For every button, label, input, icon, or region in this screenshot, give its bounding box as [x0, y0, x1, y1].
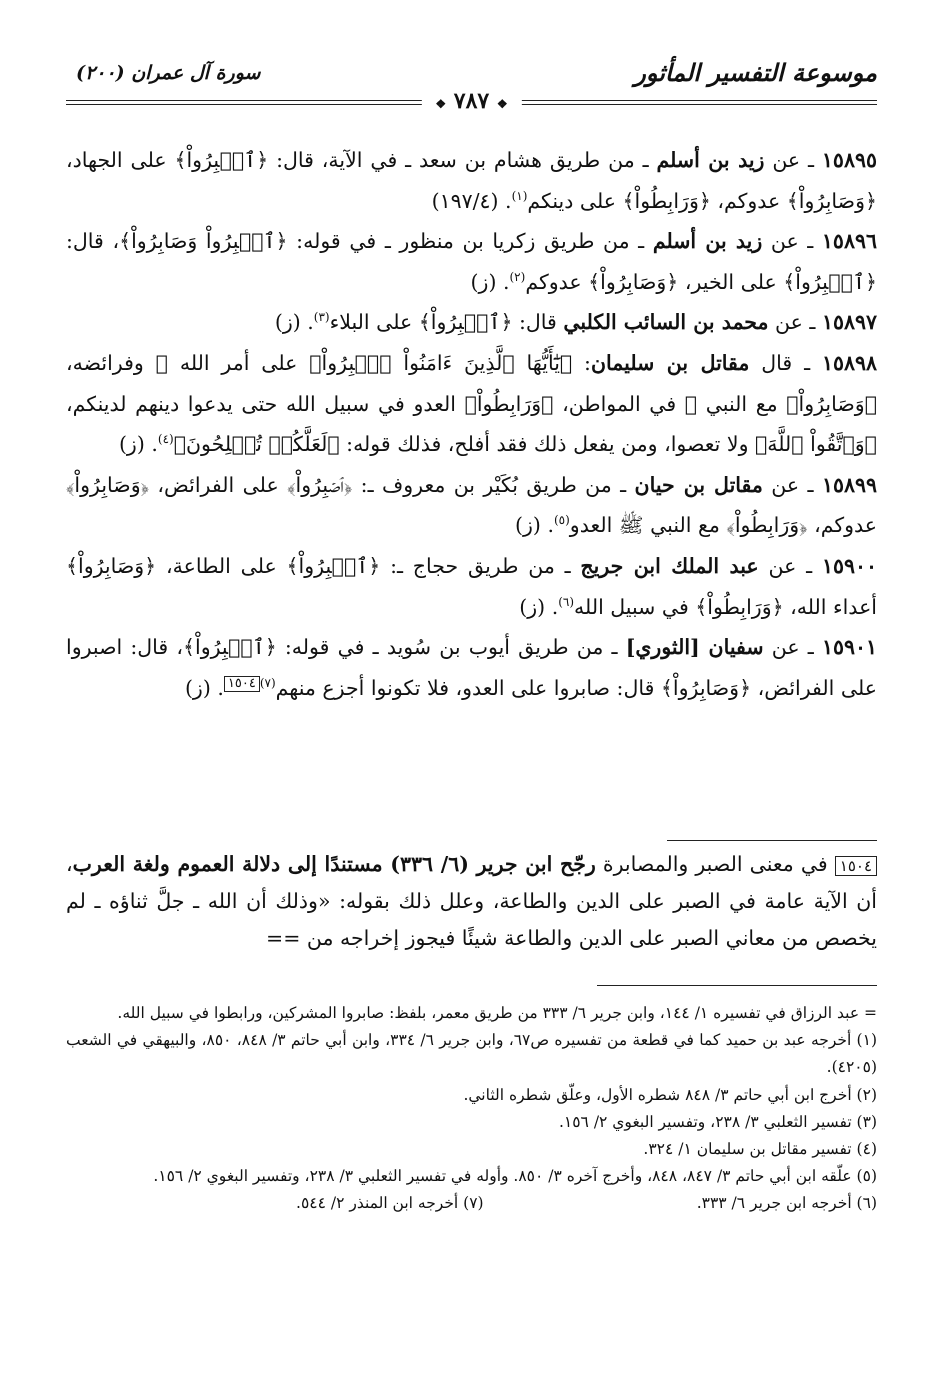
footnote-marker: (٥) — [553, 513, 570, 528]
narration-text: : ﴿يَٰٓأَيُّهَا ٱلَّذِينَ ءَامَنُواْ ٱصۡبِرُواْ﴾ على أمر الله ﷻ وفرائضه، ﴿وَصَابِرُواْ﴾ مع النبي ﷺ في المواطن، ﴿وَرَابِطُواْ﴾ العدو في سبيل الله حتى يدعوا دينهم لدينكم، ﴿وَٱتَّقُواْ ٱللَّهَ﴾ ولا تعصوا، ومن يفعل ذلك فقد أفلح، فذلك قوله: ﴿لَعَلَّكُمۡ تُفۡلِحُونَ﴾ — [66, 350, 877, 457]
narrator-name: زيد بن أسلم — [652, 229, 763, 254]
narration-number: ١٥٨٩٥ — [821, 148, 877, 172]
narrator-name: عبد الملك ابن جريج — [580, 553, 759, 578]
narration-text: ـ من طريق زكريا بن منظور ـ في قوله: ﴿ٱصۡبِرُواْ وَصَابِرُواْ﴾، قال: ﴿ٱصۡبِرُواْ﴾ على الخير، ﴿وَصَابِرُواْ﴾ عدوكم — [66, 229, 877, 294]
footnote-marker: (٦) — [558, 594, 575, 609]
narration-end: . (ز) — [519, 594, 559, 619]
narrator-name: سفيان [الثوري] — [625, 635, 764, 660]
page-number: ٧٨٧ — [453, 88, 490, 114]
footnote-2: (٢) أخرج ابن أبي حاتم ٣/ ٨٤٨ شطره الأول، وعلّق شطره الثاني. — [463, 1085, 877, 1104]
narration-text: ـ من طريق هشام بن سعد ـ في الآية، قال: ﴿ٱصۡبِرُواْ﴾ على الجهاد، ﴿وَصَابِرُواْ﴾ عدوكم، ﴿وَرَابِطُواْ﴾ على دينكم — [66, 148, 877, 213]
footnote-7: (٧) أخرجه ابن المنذر ٢/ ٥٤٤. — [296, 1194, 484, 1213]
footnotes — [66, 1000, 877, 1218]
footnote-3: (٣) تفسير الثعلبي ٣/ ٢٣٨، وتفسير البغوي ٢/ ١٥٦. — [558, 1112, 877, 1131]
book-title: موسوعة التفسير المأثور — [634, 58, 877, 87]
narrator-name: محمد بن السائب الكلبي — [563, 310, 769, 335]
footnote-marker: (٤) — [157, 432, 174, 447]
commentary-note — [66, 846, 877, 957]
narration-15901 — [66, 627, 877, 708]
footnote-row-6-7 — [66, 1190, 877, 1217]
ornament-icon: ❖ — [435, 97, 447, 111]
note-text-1: في معنى الصبر والمصابرة — [595, 852, 835, 876]
narration-end: . (ز) — [274, 310, 314, 335]
narration-15900 — [66, 546, 877, 627]
narration-text: ـ من طريق حجاج ـ: ﴿ٱصۡبِرُواْ﴾ على الطاعة، ﴿وَصَابِرُواْ﴾ أعداء الله، ﴿وَرَابِطُواْ﴾ في سبيل الله — [66, 553, 877, 619]
narration-intro: ـ عن — [762, 229, 822, 254]
narration-text: ـ من طريق بُكَيْر بن معروف ـ: ﴿ٱصۡبِرُواْ﴾ على الفرائض، ﴿وَصَابِرُواْ﴾ عدوكم، ﴿وَرَابِطُواْ﴾ مع النبي ﷺ العدو — [66, 472, 877, 538]
page-header — [66, 52, 877, 114]
note-bold-text: رجّح ابن جرير (٦/ ٣٣٦) مستندًا إلى دلالة العموم ولغة العرب — [72, 852, 596, 876]
narration-number: ١٥٨٩٩ — [821, 472, 877, 497]
narration-15896 — [66, 221, 877, 302]
narration-number: ١٥٨٩٦ — [821, 229, 877, 254]
narrator-name: مقاتل بن حيان — [634, 472, 763, 497]
narrator-name: مقاتل بن سليمان — [590, 350, 750, 375]
footnote-5: (٥) علّقه ابن أبي حاتم ٣/ ٨٤٧، ٨٤٨، وأخرج آخره ٣/ ٨٥٠. وأوله في تفسير الثعلبي ٣/ ٢٣٨، وتفسير البغوي ٢/ ١٥٦. — [153, 1167, 877, 1186]
footnote-marker: (٣) — [313, 310, 330, 325]
narration-15895 — [66, 140, 877, 221]
footnotes-separator — [597, 985, 877, 986]
footnote-continuation: = عبد الرزاق في تفسيره ١/ ١٤٤، وابن جرير ٦/ ٣٣٣ من طريق معمر، بلفظ: صابروا المشركين، ورابطوا في سبيل الله. — [117, 1004, 877, 1022]
commentary-number-box: ١٥٠٤ — [835, 856, 877, 876]
narration-intro: ـ عن — [762, 472, 822, 497]
narration-end: . (ز) — [515, 513, 554, 538]
note-separator — [667, 840, 877, 841]
narration-intro: ـ عن — [764, 148, 822, 172]
narration-intro: ـ عن — [768, 310, 822, 335]
note-text-2: ، أن الآية عامة في الصبر على الدين والطاعة، وعلل ذلك بقوله: «وذلك أن الله ـ جلَّ ثناؤه ـ لم يخصص من معاني الصبر على الدين والطاعة شيئًا فيجوز إخراجه من == — [66, 852, 877, 950]
narration-15897 — [66, 302, 877, 343]
narration-end: . (ز) — [184, 675, 224, 700]
narration-15899 — [66, 465, 877, 546]
narration-number: ١٥٨٩٨ — [821, 350, 878, 375]
footnote-4: (٤) تفسير مقاتل بن سليمان ١/ ٣٢٤. — [643, 1140, 877, 1159]
ornament-icon: ❖ — [496, 97, 508, 111]
narration-number: ١٥٩٠١ — [821, 635, 877, 660]
narration-intro: ـ عن — [763, 635, 822, 660]
narration-number: ١٥٩٠٠ — [821, 553, 877, 578]
main-text — [66, 140, 877, 708]
commentary-ref-box: ١٥٠٤ — [224, 676, 260, 692]
narration-end: . (ز) — [470, 269, 510, 294]
footnote-marker: (١) — [511, 188, 528, 203]
narrator-name: زيد بن أسلم — [656, 148, 765, 172]
surah-label: سورة آل عمران (٢٠٠) — [76, 62, 261, 84]
footnote-6: (٦) أخرجه ابن جرير ٦/ ٣٣٣. — [696, 1194, 877, 1213]
footnote-marker: (٧) — [259, 675, 276, 690]
narration-text: ـ من طريق أيوب بن سُويد ـ في قوله: ﴿ٱصۡبِرُواْ﴾، قال: اصبروا على الفرائض، ﴿وَصَابِرُواْ﴾ قال: صابروا على العدو، فلا تكونوا أجزع منهم — [66, 635, 877, 700]
narration-number: ١٥٨٩٧ — [821, 310, 877, 335]
footnote-1: (١) أخرجه عبد بن حميد كما في قطعة من تفسيره ص٦٧، وابن جرير ٦/ ٣٣٤، وابن أبي حاتم ٣/ ٨٤٨، ٨٥٠، والبيهقي في الشعب (٤٢٠٥). — [66, 1031, 877, 1077]
narration-end: . (ز) — [118, 432, 158, 457]
footnote-marker: (٢) — [509, 269, 526, 284]
narration-intro: ـ قال — [749, 350, 822, 375]
narration-end: . (١٩٧/٤) — [431, 188, 512, 213]
narration-text: قال: ﴿ٱصۡبِرُواْ﴾ على البلاء — [329, 310, 564, 335]
narration-intro: ـ عن — [758, 553, 822, 578]
narration-15898 — [66, 343, 877, 465]
page-number-block — [421, 88, 521, 114]
